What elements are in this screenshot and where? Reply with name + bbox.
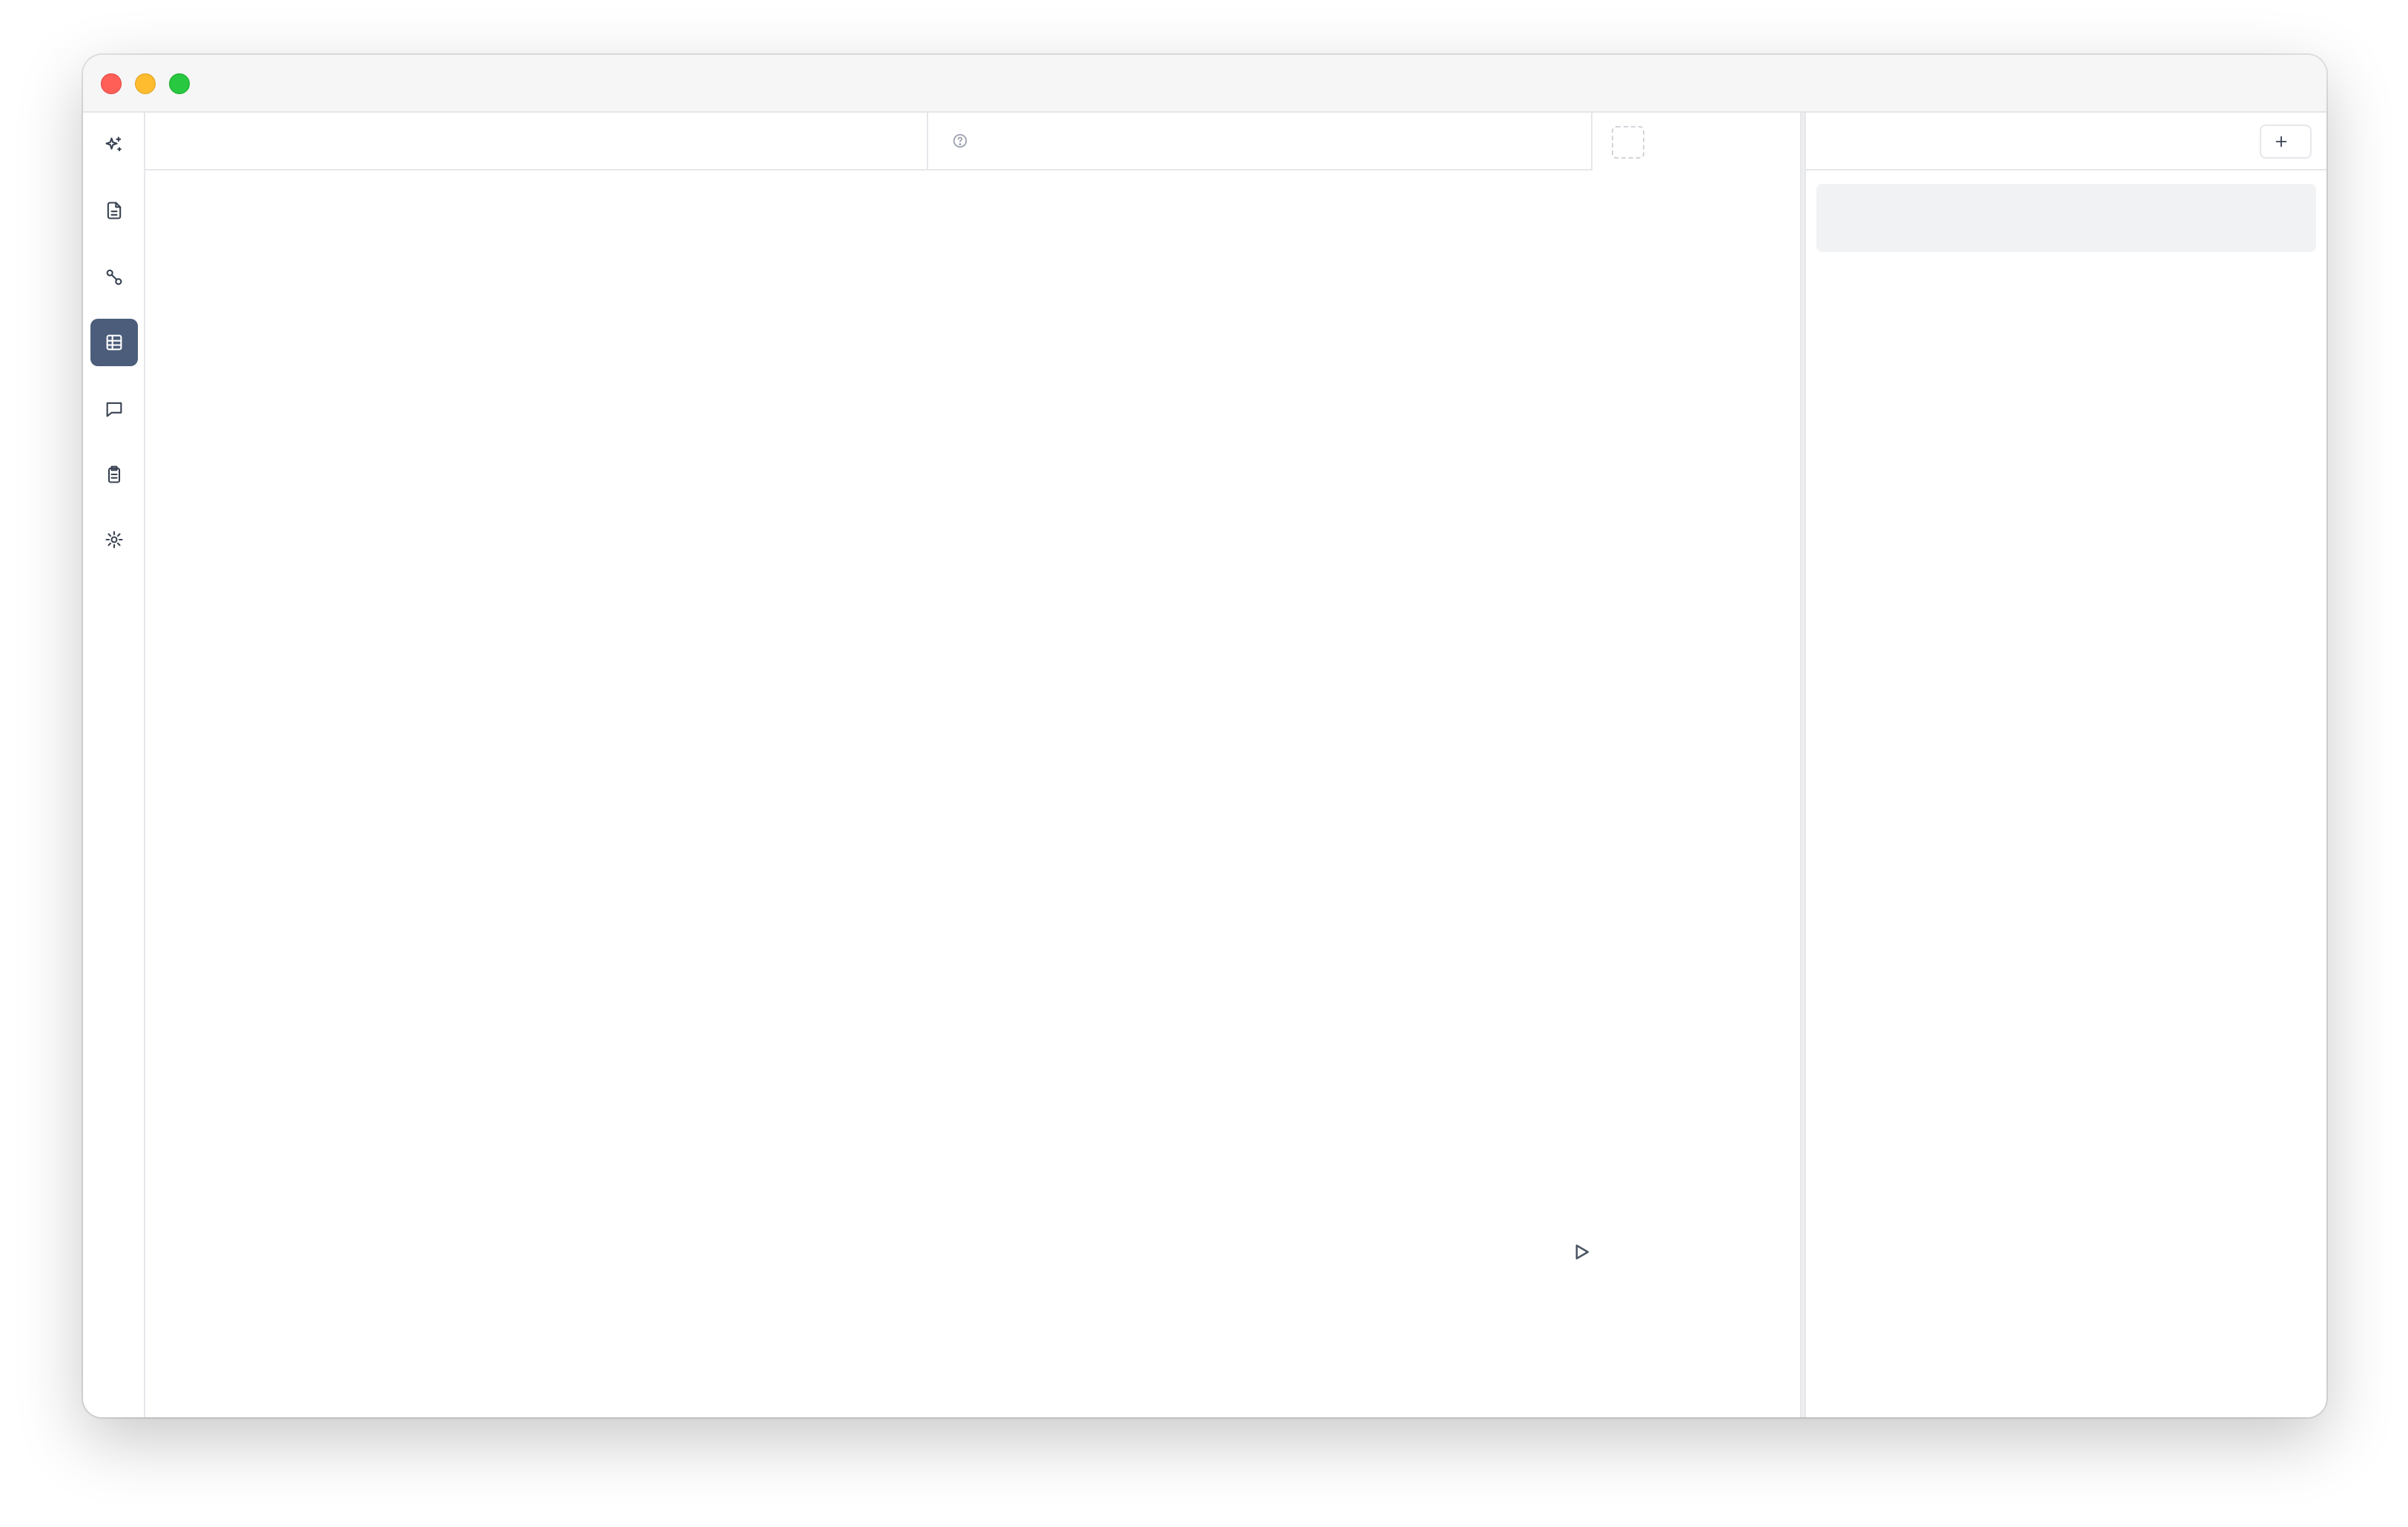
table-header-row — [145, 113, 1592, 170]
panel-resize-handle[interactable] — [1800, 113, 1806, 1417]
nav-ai-button[interactable] — [90, 122, 138, 169]
table-icon — [104, 332, 125, 353]
app-window — [83, 55, 2326, 1417]
header-method[interactable] — [928, 113, 1592, 169]
nav-sheet-button[interactable] — [90, 319, 138, 366]
clipboard-icon — [104, 464, 125, 485]
nav-documents-button[interactable] — [90, 187, 138, 234]
help-circle-icon[interactable] — [952, 133, 968, 149]
graph-icon — [104, 267, 125, 288]
add-column-button[interactable] — [1612, 126, 1644, 159]
nav-settings-button[interactable] — [90, 516, 138, 563]
play-icon[interactable] — [1570, 1241, 1592, 1263]
title-bar — [83, 55, 2326, 113]
new-session-button[interactable] — [2260, 125, 2312, 159]
gear-icon — [104, 529, 125, 550]
nav-clipboard-button[interactable] — [90, 451, 138, 498]
sparkle-icon — [104, 135, 125, 156]
sessions-panel — [1806, 113, 2326, 1417]
document-icon — [104, 200, 125, 221]
header-pdf-file[interactable] — [145, 113, 928, 169]
sidebar — [83, 113, 145, 1417]
minimize-window-button[interactable] — [135, 73, 156, 94]
sessions-header — [1806, 113, 2326, 170]
plus-icon — [2273, 133, 2289, 150]
sheet-area — [145, 113, 1800, 1417]
session-item[interactable] — [1816, 184, 2316, 252]
nav-chat-button[interactable] — [90, 385, 138, 433]
nav-graph-button[interactable] — [90, 254, 138, 301]
chat-icon — [104, 399, 125, 420]
close-window-button[interactable] — [101, 73, 122, 94]
zoom-window-button[interactable] — [169, 73, 190, 94]
